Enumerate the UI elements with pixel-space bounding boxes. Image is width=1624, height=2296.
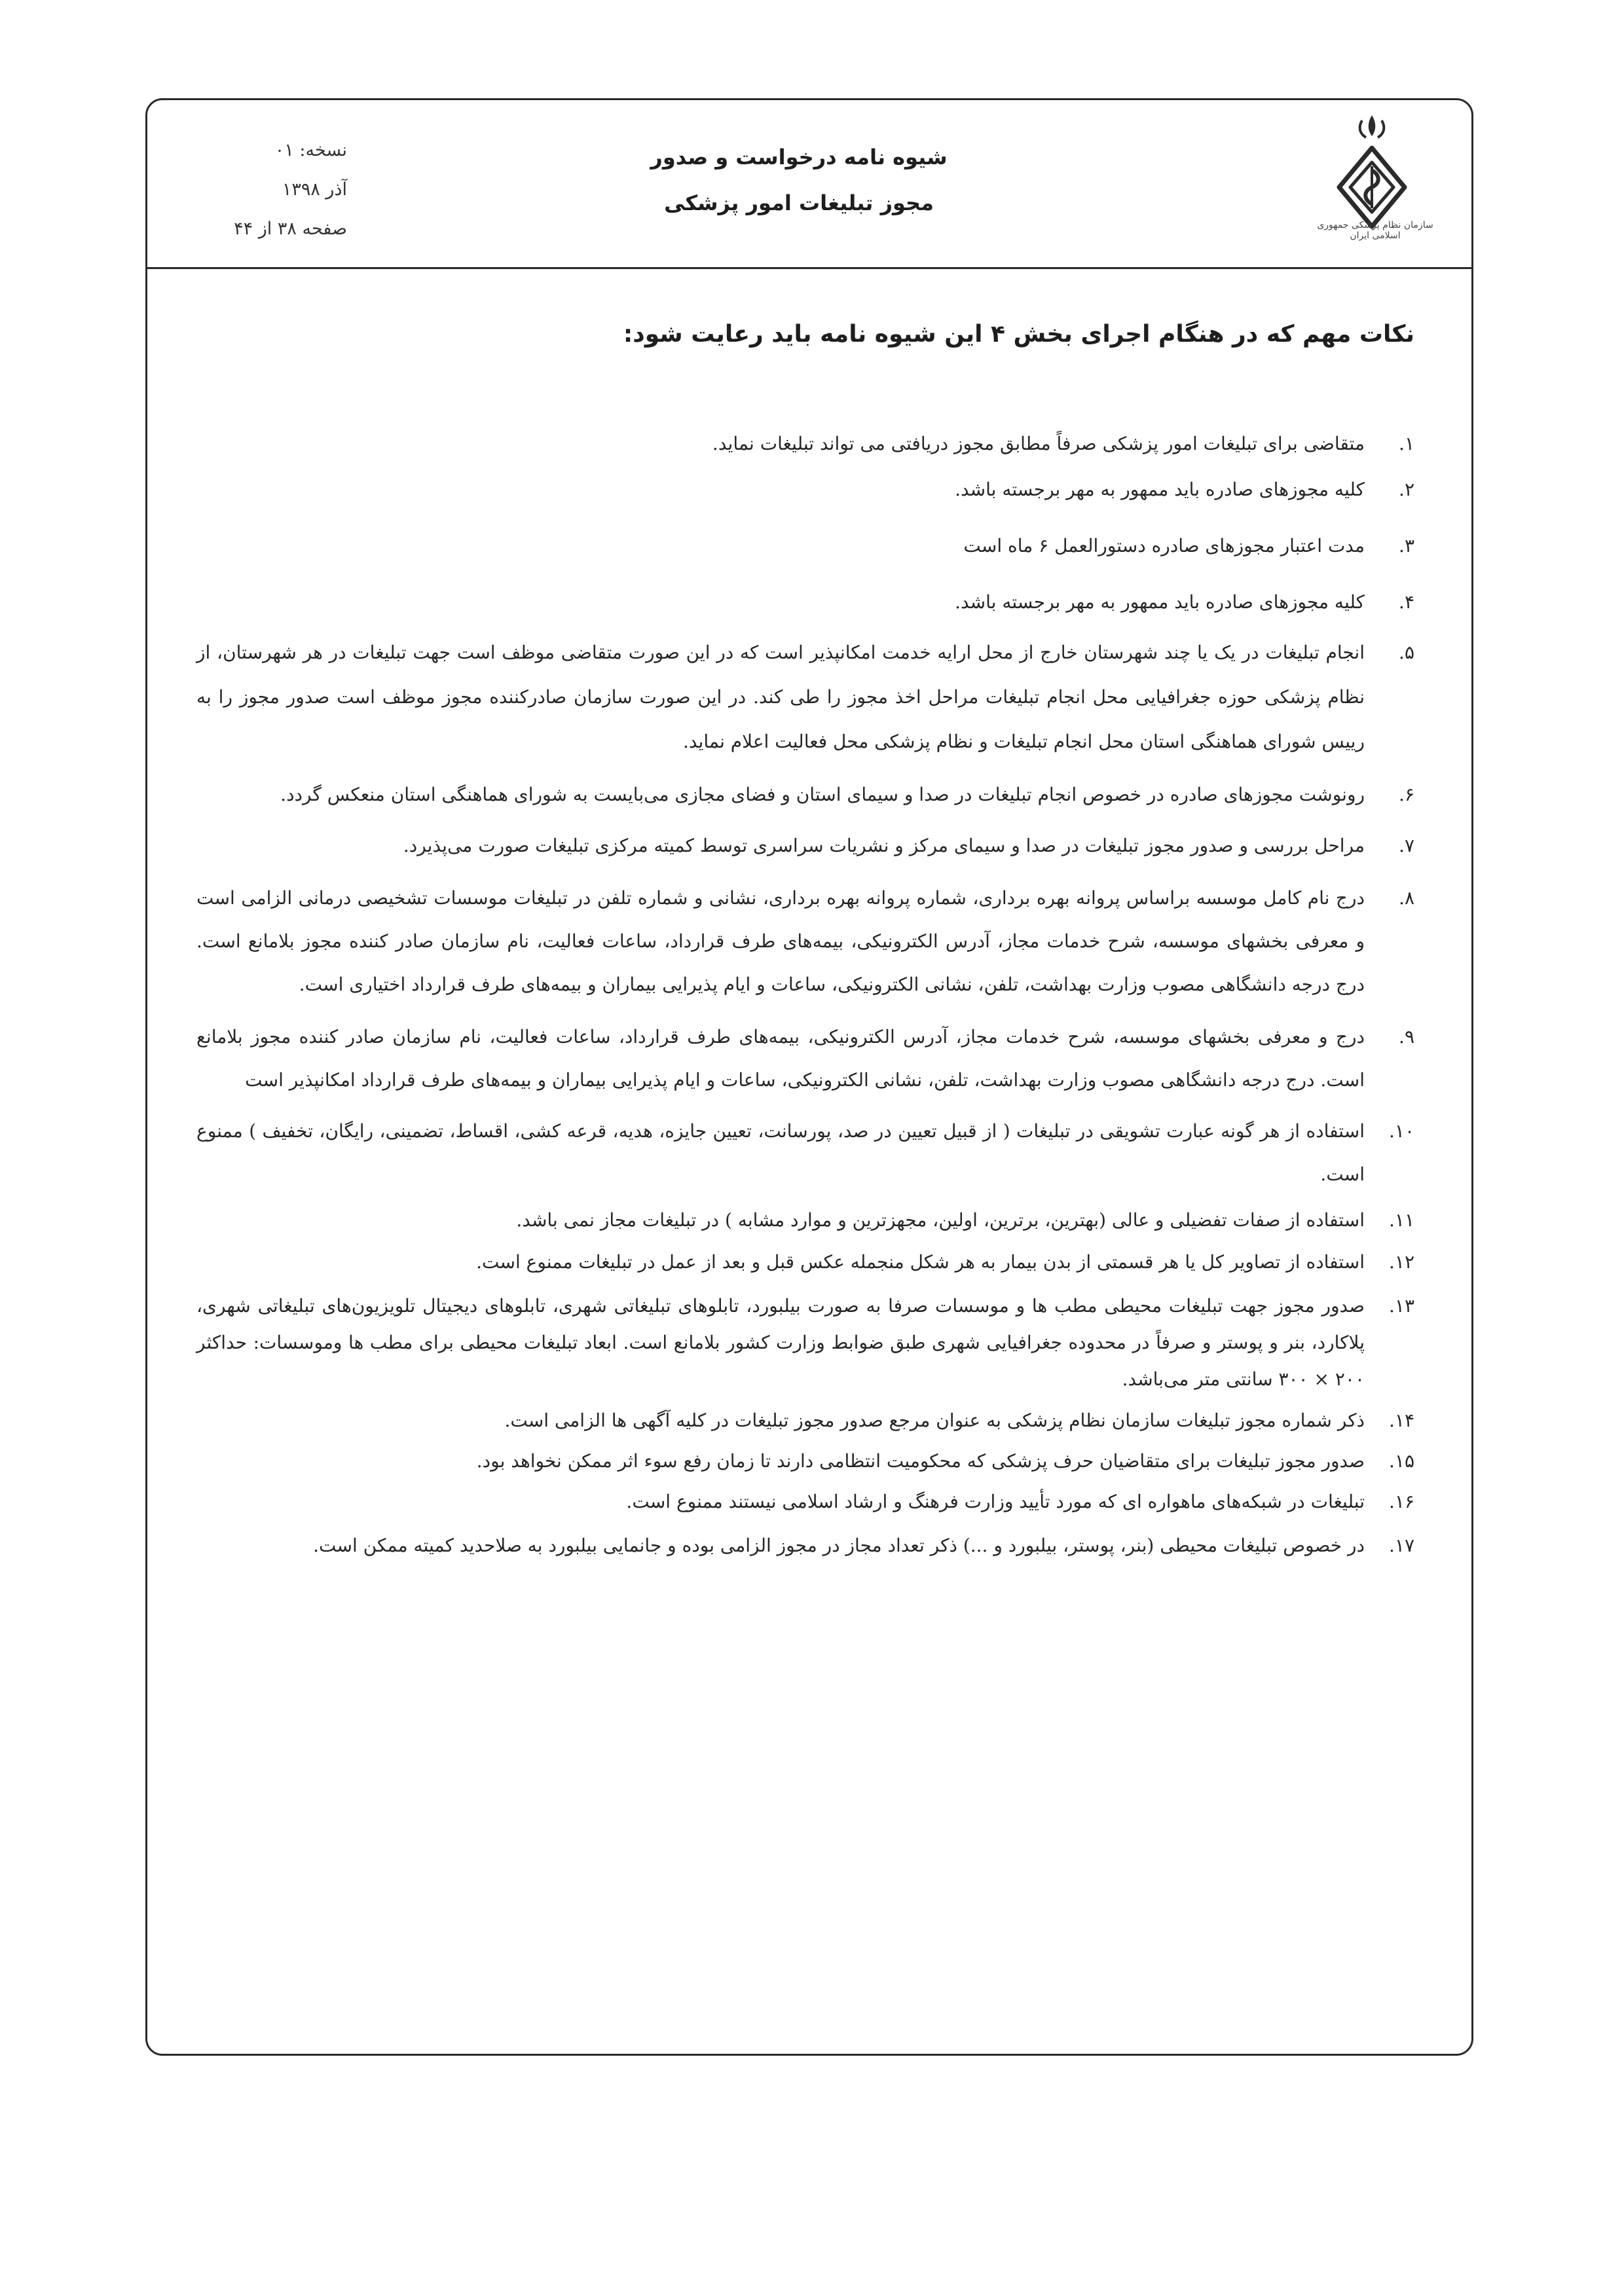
date-label: آذر ۱۳۹۸ [282, 179, 347, 200]
item-number: ۵. [1399, 642, 1414, 663]
list-item [196, 1527, 1414, 1564]
item-number: ۱۴. [1389, 1410, 1414, 1431]
item-text: صدور مجوز تبلیغات برای متقاضیان حرف پزشکی که محکومیت انتظامی دارند تا زمان رفع سوء اثر ممکن نخواهد بود. [476, 1450, 1365, 1472]
item-number: ۱۱. [1389, 1209, 1414, 1231]
list-item [196, 1487, 1414, 1517]
item-number: ۶. [1399, 784, 1414, 805]
list-item [196, 1247, 1414, 1277]
section-heading: نکات مهم که در هنگام اجرای بخش ۴ این شیوه نامه باید رعایت شود: [623, 321, 1414, 348]
item-number: ۱۷. [1389, 1535, 1414, 1556]
item-number: ۴. [1399, 591, 1414, 613]
item-text: متقاضی برای تبلیغات امور پزشکی صرفاً مطابق مجوز دریافتی می تواند تبلیغات نماید. [712, 433, 1365, 454]
item-number: ۲. [1399, 479, 1414, 500]
item-text: تبلیغات در شبکه‌های ماهواره ای که مورد تأیید وزارت فرهنگ و ارشاد اسلامی نیستند ممنوع است. [626, 1491, 1365, 1512]
item-text: انجام تبلیغات در یک یا چند شهرستان خارج از محل ارایه خدمت امکانپذیر است که در این صورت متقاضی موظف است جهت تبلیغات در هر شهرستان، از نظام پزشکی حوزه جغرافیایی محل انجام تبلیغات مراحل اخذ مجوز را طی کند. در این صورت سازمان صادرکننده مجوز موظف است صدور مجوز را به رییس شورای هماهنگی استان محل انجام تبلیغات و نظام پزشکی محل فعالیت اعلام نماید. [196, 642, 1365, 752]
item-number: ۸. [1399, 887, 1414, 909]
list-item [196, 531, 1414, 561]
rules-list [196, 429, 1414, 1564]
item-text: درج نام کامل موسسه براساس پروانه بهره برداری، شماره پروانه بهره برداری، نشانی و شماره تلفن در تبلیغات موسسات تشخیصی درمانی الزامی است و معرفی بخشهای موسسه، شرح خدمات مجاز، آدرس الکترونیکی، بیمه‌های طرف قرارداد، ساعات فعالیت، نام سازمان صادر کننده مجوز بلامانع است. درج درجه دانشگاهی مصوب وزارت بهداشت، تلفن، نشانی الکترونیکی، ساعات و ایام پذیرایی بیماران و بیمه‌های طرف قرارداد اختیاری است. [196, 887, 1365, 995]
item-text: کلیه مجوزهای صادره باید ممهور به مهر برجسته باشد. [955, 479, 1365, 500]
logo-caption: سازمان نظام پزشکی جمهوری اسلامی ایران [1317, 220, 1433, 241]
list-item [196, 773, 1414, 816]
list-item [196, 877, 1414, 1006]
item-number: ۱. [1399, 433, 1414, 454]
item-text: استفاده از صفات تفضیلی و عالی (بهترین، برترین، اولین، مجهزترین و موارد مشابه ) در تبلیغات مجاز نمی باشد. [516, 1209, 1365, 1231]
page-number-label: صفحه ۳۸ از ۴۴ [234, 219, 347, 239]
list-item [196, 1288, 1414, 1398]
item-number: ۱۰. [1389, 1120, 1414, 1142]
item-text: مدت اعتبار مجوزهای صادره دستورالعمل ۶ ماه است [963, 535, 1365, 556]
item-number: ۱۵. [1389, 1450, 1414, 1472]
item-number: ۱۶. [1389, 1491, 1414, 1512]
list-item [196, 1110, 1414, 1196]
item-text: استفاده از تصاویر کل یا هر قسمتی از بدن بیمار به هر شکل منجمله عکس قبل و بعد از عمل در تبلیغات ممنوع است. [476, 1251, 1365, 1273]
item-number: ۱۳. [1389, 1295, 1414, 1317]
item-text: صدور مجوز جهت تبلیغات محیطی مطب ها و موسسات صرفا به صورت بیلبورد، تابلوهای تبلیغاتی شهری، تابلوهای دیجیتال تلویزیون‌های تبلیغاتی شهری، پلاکارد، بنر و پوستر و صرفاً در محدوده جغرافیایی شهری طبق ضوابط وزارت کشور بلامانع است. ابعاد تبلیغات محیطی برای مطب ها وموسسات: حداکثر ۲۰۰ × ۳۰۰ سانتی متر می‌باشد. [196, 1295, 1365, 1390]
list-item [196, 475, 1414, 505]
version-label: نسخه: ۰۱ [274, 140, 347, 160]
item-number: ۹. [1399, 1026, 1414, 1048]
document-meta [164, 131, 347, 249]
document-title-line-2: مجوز تبلیغات امور پزشکی [664, 191, 934, 215]
item-text: مراحل بررسی و صدور مجوز تبلیغات در صدا و سیمای مرکز و نشریات سراسری توسط کمیته مرکزی تبلیغات صورت می‌پذیرد. [403, 835, 1365, 856]
list-item [196, 429, 1414, 459]
item-number: ۳. [1399, 535, 1414, 556]
item-text: در خصوص تبلیغات محیطی (بنر، پوستر، بیلبورد و ...) ذکر تعداد مجاز در مجوز الزامی بوده و جانمایی بیلبورد به صلاحدید کمیته ممکن است. [313, 1535, 1365, 1556]
list-item [196, 1015, 1414, 1102]
list-item [196, 1406, 1414, 1436]
item-text: استفاده از هر گونه عبارت تشویقی در تبلیغات ( از قبیل تعیین در صد، پورسانت، تعیین جایزه، هدیه، قرعه کشی، اقساط، تضمینی، رایگان، تخفیف ) ممنوع است. [196, 1120, 1365, 1185]
list-item [196, 587, 1414, 617]
item-text: کلیه مجوزهای صادره باید ممهور به مهر برجسته باشد. [955, 591, 1365, 613]
list-item [196, 1446, 1414, 1476]
list-item [196, 824, 1414, 867]
list-item [196, 630, 1414, 764]
list-item [196, 1205, 1414, 1235]
item-text: رونوشت مجوزهای صادره در خصوص انجام تبلیغات در صدا و سیمای استان و فضای مجازی می‌بایست به شورای هماهنگی استان منعکس گردد. [280, 784, 1365, 805]
header-divider [147, 267, 1471, 269]
item-number: ۷. [1399, 835, 1414, 856]
item-text: ذکر شماره مجوز تبلیغات سازمان نظام پزشکی به عنوان مرجع صدور مجوز تبلیغات در کلیه آگهی ها الزامی است. [504, 1410, 1365, 1431]
document-title [589, 134, 1008, 226]
item-number: ۱۲. [1389, 1251, 1414, 1273]
item-text: درج و معرفی بخشهای موسسه، شرح خدمات مجاز، آدرس الکترونیکی، بیمه‌های طرف قرارداد، ساعات فعالیت، نام سازمان صادر کننده مجوز بلامانع است. درج درجه دانشگاهی مصوب وزارت بهداشت، تلفن، نشانی الکترونیکی، ساعات و ایام پذیرایی بیماران و بیمه‌های طرف قرارداد امکانپذیر است [196, 1026, 1365, 1091]
document-title-line-1: شیوه نامه درخواست و صدور [650, 145, 948, 170]
